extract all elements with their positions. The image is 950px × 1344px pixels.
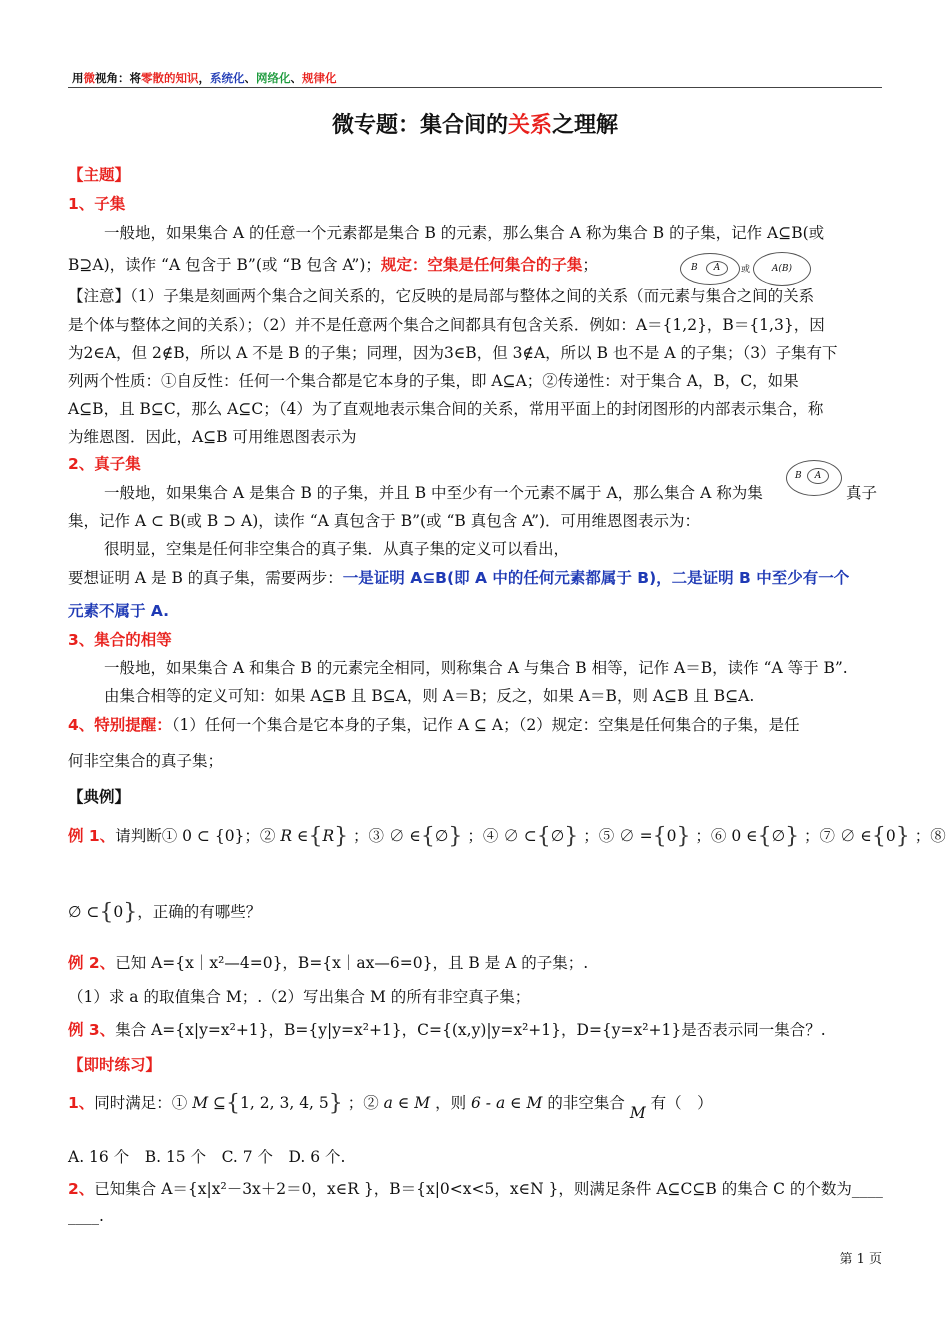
brace: {: [420, 824, 435, 849]
header-text: 用: [72, 71, 84, 85]
ex1-math: ∅ ⊂: [503, 827, 537, 845]
s1-note-line4: 列两个性质：①自反性：任何一个集合都是它本身的子集，即 A⊆A；②传递性：对于集合 A，B，C，如果: [68, 372, 799, 390]
practice-label: 1、: [68, 1094, 95, 1112]
title-text: 关系: [507, 113, 552, 138]
s2-line5: 元素不属于 A.: [68, 602, 170, 620]
s3-line2: 由集合相等的定义可知：如果 A⊆B 且 B⊆A，则 A＝B；反之，如果 A＝B，则 A⊆B 且 B⊆A.: [104, 687, 755, 705]
s1-note-line6: 为维恩图．因此，A⊆B 可用维恩图表示为: [68, 428, 357, 446]
ex1-text: ⊂ {0}；②: [196, 827, 276, 845]
example-label: 例 1、: [68, 827, 116, 845]
s1-note-line3: 为2∈A，但 2∉B，所以 A 不是 B 的子集；同理，因为3∈B，但 3∉A，所以 B 也不是 A 的子集；（3）子集有下: [68, 344, 838, 362]
brace: {: [871, 824, 886, 849]
p1-math: a ∈ M: [383, 1094, 431, 1112]
ex1-math: 0: [885, 827, 896, 845]
ex1-math: 0: [666, 827, 677, 845]
ex2-text: 已知 A={x｜x²—4=0}，B={x｜ax—6=0}，且 B 是 A 的子集；.: [115, 954, 589, 972]
section-3-heading: 3、集合的相等: [68, 631, 172, 649]
ex1-math: ∅: [550, 827, 565, 845]
brace: {: [536, 824, 551, 849]
s1-line2: [68, 253, 598, 275]
ex1-text: ；⑥: [695, 827, 727, 845]
ex1-text: ；⑧: [914, 827, 946, 845]
venn-inner-a: [807, 468, 829, 484]
venn-diagram-proper-subset: [786, 460, 842, 496]
s2-line2: 集，记作 A ⊂ B(或 B ⊃ A)，读作 “A 真包含于 B”(或 “B 真包含 A”)．可用维恩图表示为：: [68, 512, 701, 530]
s2-line1-end: 真子: [846, 484, 878, 502]
s2-line1: 一般地，如果集合 A 是集合 B 的子集，并且 B 中至少有一个元素不属于 A，那么集合 A 称为集: [104, 484, 763, 502]
header-text: 网络化: [256, 71, 291, 85]
venn-diagram-equal: [753, 252, 811, 286]
practice-label: 2、: [68, 1180, 95, 1198]
brace: }: [328, 1091, 343, 1116]
p1-text: 的非空集合: [547, 1094, 625, 1112]
empty-set-rule: 规定：空集是任何集合的子集: [380, 256, 583, 274]
ex1-text: ，正确的有哪些？: [137, 903, 262, 921]
s1-note-line2: 是个体与整体之间的关系）；（2）并不是任意两个集合之间都具有包含关系．例如：A＝{1,2}，B＝{1,3}，因: [68, 316, 825, 334]
brace: {: [652, 824, 667, 849]
example-1-line1: [68, 822, 946, 847]
example-3: [68, 1018, 826, 1040]
ex1-text: ；③: [353, 827, 385, 845]
p1-math: 6 - a ∈ M: [471, 1094, 543, 1112]
header-text: 规律化: [302, 71, 337, 85]
venn-diagram-subset: [680, 253, 740, 285]
practice-2-line1: [68, 1177, 883, 1199]
ex1-math: R ∈: [280, 827, 309, 845]
venn-inner-a: [706, 261, 728, 276]
brace: }: [123, 900, 138, 925]
venn-or-label: 或: [741, 265, 751, 275]
header-rule: [68, 87, 882, 88]
brace: }: [895, 824, 910, 849]
venn-label-b: B: [691, 263, 698, 273]
title-text: 微专题：集合间的: [331, 113, 508, 138]
s1-note-line5: A⊆B，且 B⊆C，那么 A⊆C；（4）为了直观地表示集合间的关系，常用平面上的封闭图形的内部表示集合，称: [68, 400, 824, 418]
section-examples-heading: 【典例】: [68, 788, 131, 806]
venn-label-a: A: [814, 471, 822, 481]
page-title: [0, 108, 950, 139]
header-text: 系统化: [210, 71, 245, 85]
ex1-math: R: [322, 827, 335, 845]
p1-text: ；②: [347, 1094, 379, 1112]
s2-line4: [68, 566, 849, 588]
section-4-heading: 4、特别提醒：: [68, 716, 172, 734]
ex3-text: 集合 A={x|y=x²+1}，B={y|y=x²+1}，C={(x,y)|y=x²+1}，D={y=x²+1}是否表示同一集合？.: [115, 1021, 826, 1039]
s1-text: ；: [582, 256, 598, 274]
ex1-math: ∅: [434, 827, 449, 845]
ex1-text: 请判断① 0: [115, 827, 192, 845]
brace: {: [308, 824, 323, 849]
page-number: 第 1 页: [839, 1252, 882, 1267]
example-1-line2: [68, 898, 261, 923]
brace: }: [676, 824, 691, 849]
s2-line3: 很明显，空集是任何非空集合的真子集．从真子集的定义可以看出，: [104, 540, 570, 558]
header-text: 零散的知识: [141, 71, 199, 85]
p1-text: 同时满足：①: [94, 1094, 188, 1112]
p1-math: M ⊆: [192, 1094, 227, 1112]
header-text: 视角：将: [95, 71, 141, 85]
venn-label-b: B: [795, 471, 802, 481]
venn-label-a: A: [713, 263, 721, 273]
section-1-heading: 1、子集: [68, 195, 126, 213]
ex1-text: ；⑦: [804, 827, 836, 845]
brace: }: [448, 824, 463, 849]
section-practice-heading: 【即时练习】: [68, 1056, 162, 1074]
practice-1-options: A. 16 个 B. 15 个 C. 7 个 D. 6 个.: [68, 1148, 346, 1166]
s3-line1: 一般地，如果集合 A 和集合 B 的元素完全相同，则称集合 A 与集合 B 相等，记作 A＝B，读作 “A 等于 B”.: [104, 659, 848, 677]
p1-text: ，则: [435, 1094, 467, 1112]
s4-text: （1）任何一个集合是它本身的子集，记作 A ⊆ A；（2）规定：空集是任何集合的子集，是任: [171, 716, 800, 734]
s4-line1: [68, 713, 800, 735]
p2-text: 已知集合 A＝{x|x²－3x＋2＝0，x∈R }，B＝{x|0<x<5，x∈N }，则满足条件 A⊆C⊆B 的集合 C 的个数为____: [94, 1180, 883, 1198]
example-2-line1: [68, 951, 588, 973]
title-text: 之理解: [552, 113, 619, 138]
p1-math: M: [629, 1104, 646, 1122]
s1-note-line1: 【注意】（1）子集是刻画两个集合之间关系的，它反映的是局部与整体之间的关系（而元素与集合之间的关系: [68, 287, 815, 305]
brace: }: [564, 824, 579, 849]
venn-label-ab: A(B): [771, 264, 793, 274]
header-tagline: [72, 70, 337, 86]
example-label: 例 2、: [68, 954, 116, 972]
ex1-math: 0 ∈: [731, 827, 758, 845]
example-2-line2: （1）求 a 的取值集合 M；.（2）写出集合 M 的所有非空真子集；: [68, 988, 531, 1006]
s1-text: B⊇A)，读作 “A 包含于 B”(或 “B 包含 A”)；: [68, 256, 381, 274]
proof-steps: 一是证明 A⊆B(即 A 中的任何元素都属于 B)，二是证明 B 中至少有一个: [342, 569, 850, 587]
s1-line1: 一般地，如果集合 A 的任意一个元素都是集合 B 的元素，那么集合 A 称为集合 B 的子集，记作 A⊆B(或: [104, 224, 825, 242]
s2-text: 要想证明 A 是 B 的真子集，需要两步：: [68, 569, 343, 587]
header-text: 、: [290, 71, 302, 85]
practice-1: [68, 1089, 713, 1122]
brace: {: [757, 824, 772, 849]
ex1-math: ∅ =: [619, 827, 653, 845]
p1-text: 有（ ）: [650, 1094, 713, 1112]
brace: }: [334, 824, 349, 849]
section-topic-heading: 【主题】: [68, 166, 131, 184]
ex1-math: ∅ ∈: [389, 827, 421, 845]
ex1-math: ∅: [771, 827, 786, 845]
ex1-math: ∅ ⊂: [68, 903, 100, 921]
brace: {: [226, 1091, 241, 1116]
p1-math: 1, 2, 3, 4, 5: [240, 1094, 329, 1112]
brace: {: [99, 900, 114, 925]
practice-2-line2: ____.: [68, 1207, 104, 1225]
s4-line2: 何非空集合的真子集；: [68, 752, 224, 770]
ex1-math: ∅ ∈: [840, 827, 872, 845]
header-text: ，: [198, 71, 210, 85]
ex1-text: ；⑤: [583, 827, 615, 845]
section-2-heading: 2、真子集: [68, 455, 141, 473]
header-text: 微: [83, 71, 95, 85]
brace: }: [785, 824, 800, 849]
ex1-math: 0: [113, 903, 124, 921]
ex1-text: ；④: [467, 827, 499, 845]
example-label: 例 3、: [68, 1021, 116, 1039]
header-text: 、: [244, 71, 256, 85]
